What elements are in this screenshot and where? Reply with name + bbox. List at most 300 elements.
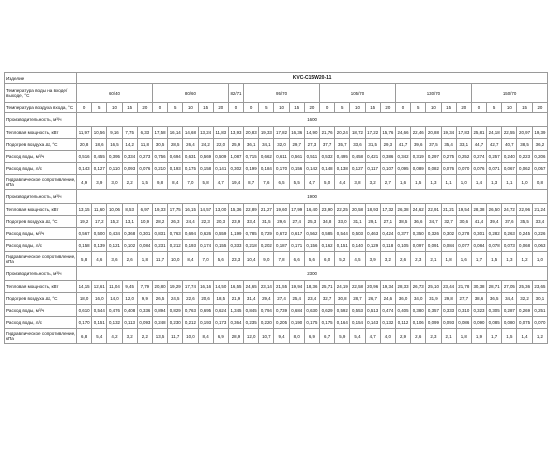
table-row [5, 139, 548, 151]
table-cell: 33,6 [350, 139, 365, 151]
air-temp-cell: 5 [335, 103, 350, 113]
table-cell: 0,245 [517, 228, 532, 240]
air-temp-cell: 15 [122, 103, 137, 113]
table-cell: 21,24 [532, 204, 548, 216]
table-cell: 7,79 [137, 281, 152, 293]
table-cell: 25,4 [289, 293, 304, 305]
table-cell: 0,077 [456, 240, 471, 252]
table-cell: 0,107 [380, 163, 395, 175]
table-cell: 28,2 [152, 216, 167, 228]
table-cell: 0,829 [168, 305, 183, 317]
table-cell: 24,18 [487, 127, 502, 139]
table-cell: 10,4 [244, 252, 259, 267]
table-cell: 32,2 [517, 293, 532, 305]
table-cell: 0,118 [380, 240, 395, 252]
table-cell: 0,190 [289, 317, 304, 329]
table-cell: 34,7 [426, 216, 441, 228]
table-cell: 1,0 [532, 252, 548, 267]
table-cell: 0,567 [77, 228, 92, 240]
table-cell: 15,76 [380, 127, 395, 139]
table-cell: 0,561 [289, 151, 304, 163]
table-cell: 8,4 [168, 175, 183, 190]
table-cell: 0,319 [411, 151, 426, 163]
table-cell: 3,9 [92, 175, 107, 190]
table-cell: 11,8 [137, 139, 152, 151]
table-cell: 34,1 [259, 139, 274, 151]
table-cell: 0,210 [152, 163, 167, 175]
air-temp-cell: 5 [92, 103, 107, 113]
table-cell: 26,38 [395, 204, 410, 216]
table-cell: 0,585 [320, 228, 335, 240]
air-temp-cell: 20 [380, 103, 395, 113]
table-cell: 7,0 [198, 252, 213, 267]
table-cell: 22,3 [198, 216, 213, 228]
row-label: Тепловая мощность, кВт [5, 127, 77, 139]
row-label: Расход воды, л/с [5, 240, 77, 252]
air-temp-cell: 10 [183, 103, 198, 113]
row-label: Гидравлическое сопротивление, кПа [5, 329, 77, 344]
table-cell: 17,83 [456, 127, 471, 139]
table-cell: 0,629 [320, 305, 335, 317]
table-cell: 0,544 [335, 228, 350, 240]
air-temp-cell: 15 [441, 103, 456, 113]
table-cell: 25,9 [228, 139, 243, 151]
table-cell: 0,063 [532, 240, 548, 252]
table-cell: 14,15 [77, 281, 92, 293]
table-cell: 28,5 [168, 139, 183, 151]
table-cell: 6,6 [289, 252, 304, 267]
table-cell: 0,611 [274, 151, 289, 163]
table-cell: 11,7 [168, 329, 183, 344]
flow-value: 1900 [77, 190, 548, 204]
table-cell: 9,16 [107, 127, 122, 139]
table-cell: 0,231 [152, 240, 167, 252]
table-cell: 3,2 [365, 175, 380, 190]
table-cell: 5,8 [77, 252, 92, 267]
table-cell: 27,4 [289, 216, 304, 228]
table-cell: 34,0 [411, 293, 426, 305]
table-cell: 0,495 [335, 151, 350, 163]
table-cell: 3,0 [107, 175, 122, 190]
table-cell: 0,143 [365, 317, 380, 329]
table-cell: 22,96 [517, 204, 532, 216]
table-cell: 16,36 [289, 127, 304, 139]
table-cell: 19,33 [259, 127, 274, 139]
row-label: Расход воды, л/с [5, 163, 77, 175]
air-temp-cell: 0 [152, 103, 167, 113]
table-row [5, 228, 548, 240]
table-cell: 8,4 [183, 252, 198, 267]
table-cell: 0,187 [274, 240, 289, 252]
table-cell: 9,8 [152, 175, 167, 190]
table-cell: 0,093 [122, 163, 137, 175]
table-cell: 1,5 [502, 329, 517, 344]
table-cell: 22,6 [183, 293, 198, 305]
table-cell: 22,91 [426, 204, 441, 216]
row-label: Расход воды, л/с [5, 317, 77, 329]
table-cell: 2,1 [441, 329, 456, 344]
table-cell: 27,4 [274, 293, 289, 305]
table-cell: 4,7 [304, 175, 319, 190]
water-temp-group: 130/70 [395, 84, 471, 103]
table-cell: 3,2 [122, 329, 137, 344]
table-cell: 4,7 [365, 329, 380, 344]
table-cell: 5,2 [335, 252, 350, 267]
table-cell: 1,1 [441, 175, 456, 190]
table-cell: 0,143 [77, 163, 92, 175]
table-cell: 1,6 [456, 252, 471, 267]
table-cell: 0,474 [380, 305, 395, 317]
table-cell: 29,3 [380, 139, 395, 151]
table-cell: 0,139 [92, 240, 107, 252]
table-cell: 0,062 [517, 163, 532, 175]
table-cell: 35,5 [517, 216, 532, 228]
table-row [5, 216, 548, 228]
table-cell: 19,54 [456, 204, 471, 216]
table-cell: 0,193 [168, 163, 183, 175]
table-cell: 0,102 [122, 240, 137, 252]
table-cell: 0,075 [517, 317, 532, 329]
table-cell: 25,10 [426, 281, 441, 293]
table-cell: 14,68 [183, 127, 198, 139]
table-cell: 19,2 [77, 216, 92, 228]
table-cell: 24,4 [183, 216, 198, 228]
table-cell: 0,057 [532, 163, 548, 175]
table-cell: 0,831 [152, 228, 167, 240]
table-cell: 0,089 [411, 163, 426, 175]
table-cell: 22,25 [335, 204, 350, 216]
table-cell: 0,553 [350, 305, 365, 317]
table-cell: 5,5 [289, 175, 304, 190]
table-cell: 0,151 [335, 240, 350, 252]
table-cell: 0,093 [137, 317, 152, 329]
table-cell: 36,1 [244, 139, 259, 151]
table-cell: 0,729 [259, 228, 274, 240]
table-cell: 9,45 [122, 281, 137, 293]
table-cell: 0,357 [426, 305, 441, 317]
table-cell: 18,0 [77, 293, 92, 305]
table-cell: 13,24 [198, 127, 213, 139]
table-cell: 31,4 [244, 293, 259, 305]
table-cell: 10,06 [107, 204, 122, 216]
table-cell: 0,763 [183, 305, 198, 317]
table-cell: 19,34 [380, 281, 395, 293]
table-cell: 26,73 [411, 281, 426, 293]
table-cell: 7,0 [183, 175, 198, 190]
table-cell: 38,6 [471, 293, 486, 305]
table-cell: 13,5 [152, 329, 167, 344]
table-cell: 36,6 [411, 216, 426, 228]
table-cell: 1,3 [487, 175, 502, 190]
table-cell: 4,0 [380, 329, 395, 344]
water-temp-group: 150/70 [471, 84, 547, 103]
water-temp-group: 95/70 [244, 84, 320, 103]
table-cell: 10,0 [168, 252, 183, 267]
table-cell: 8,7 [244, 175, 259, 190]
table-cell: 22,46 [411, 127, 426, 139]
table-cell: 0,368 [122, 228, 137, 240]
table-cell: 19,94 [289, 281, 304, 293]
table-cell: 13,15 [77, 204, 92, 216]
table-cell: 6,33 [137, 127, 152, 139]
table-cell: 24,5 [168, 293, 183, 305]
table-cell: 41,4 [471, 216, 486, 228]
table-cell: 13,93 [228, 127, 243, 139]
table-cell: 0,084 [137, 240, 152, 252]
table-cell: 37,7 [320, 139, 335, 151]
table-cell: 0,205 [274, 317, 289, 329]
table-cell: 20,88 [426, 127, 441, 139]
table-cell: 24,19 [335, 281, 350, 293]
table-cell: 35,7 [335, 139, 350, 151]
table-cell: 25,81 [471, 127, 486, 139]
model-header-row [5, 73, 548, 84]
air-temp-cell: 5 [487, 103, 502, 113]
table-cell: 0,845 [244, 305, 259, 317]
table-cell: 32,7 [441, 216, 456, 228]
table-cell: 26,7 [365, 293, 380, 305]
table-cell: 16,55 [228, 281, 243, 293]
table-cell: 20,58 [350, 204, 365, 216]
flow-row [5, 190, 548, 204]
table-cell: 0,090 [471, 317, 486, 329]
table-cell: 20,8 [77, 139, 92, 151]
table-cell: 0,785 [244, 228, 259, 240]
table-cell: 18,5 [213, 293, 228, 305]
table-cell: 30,5 [152, 139, 167, 151]
table-cell: 22,89 [244, 204, 259, 216]
flow-label: Производительность, м³/ч [5, 113, 77, 127]
table-cell: 0,302 [441, 228, 456, 240]
table-cell: 4,4 [335, 175, 350, 190]
table-cell: 0,630 [304, 305, 319, 317]
table-cell: 0,694 [183, 228, 198, 240]
table-cell: 23,14 [259, 281, 274, 293]
table-cell: 0,263 [502, 228, 517, 240]
table-cell: 41,7 [395, 139, 410, 151]
table-cell: 19,33 [152, 204, 167, 216]
table-row [5, 204, 548, 216]
table-cell: 20,6 [198, 293, 213, 305]
air-temp-cell: 0 [228, 103, 243, 113]
table-cell: 3,6 [107, 252, 122, 267]
table-cell: 34,8 [320, 216, 335, 228]
table-cell: 22,58 [350, 281, 365, 293]
table-cell: 0,212 [183, 317, 198, 329]
table-cell: 0,694 [168, 151, 183, 163]
table-cell: 0,626 [198, 228, 213, 240]
table-cell: 2,1 [426, 252, 441, 267]
table-cell: 19,34 [441, 127, 456, 139]
table-cell: 15,2 [107, 216, 122, 228]
table-cell: 36,2 [532, 139, 548, 151]
table-cell: 0,076 [471, 163, 486, 175]
table-cell: 0,206 [532, 151, 548, 163]
table-cell: 14,57 [198, 204, 213, 216]
row-label: Тепловая мощность, кВт [5, 281, 77, 293]
table-cell: 31,5 [259, 216, 274, 228]
water-temp-group: 80/60 [152, 84, 228, 103]
air-temp-cell: 15 [365, 103, 380, 113]
table-cell: 1,8 [441, 252, 456, 267]
table-cell: 0,257 [487, 151, 502, 163]
table-cell: 1,1 [502, 175, 517, 190]
flow-label: Производительность, м³/ч [5, 190, 77, 204]
table-cell: 19,39 [532, 127, 548, 139]
table-cell: 0,336 [137, 305, 152, 317]
table-cell: 20,3 [213, 216, 228, 228]
table-cell: 0,350 [411, 228, 426, 240]
table-cell: 0,162 [320, 240, 335, 252]
table-cell: 1,087 [228, 151, 243, 163]
table-cell: 1,3 [502, 252, 517, 267]
air-temp-label: Температура воздуха входа, °С [5, 103, 77, 113]
table-cell: 0,140 [350, 240, 365, 252]
table-row [5, 293, 548, 305]
table-cell: 26,50 [487, 204, 502, 216]
table-cell: 6,97 [137, 204, 152, 216]
table-cell: 17,2 [92, 216, 107, 228]
table-cell: 11,7 [152, 252, 167, 267]
table-cell: 21,9 [228, 293, 243, 305]
table-cell: 28,38 [471, 204, 486, 216]
table-cell: 0,085 [487, 317, 502, 329]
table-cell: 0,175 [304, 317, 319, 329]
row-label: Подогрев воздуха Δt, °С [5, 216, 77, 228]
table-cell: 1,5 [411, 175, 426, 190]
table-cell: 37,5 [426, 139, 441, 151]
table-cell: 0,631 [183, 151, 198, 163]
table-cell: 23,65 [532, 281, 548, 293]
table-cell: 23,90 [320, 204, 335, 216]
table-cell: 18,72 [350, 127, 365, 139]
table-cell: 0,333 [228, 240, 243, 252]
water-temp-group: 82/71 [228, 84, 243, 103]
table-cell: 5,4 [92, 329, 107, 344]
table-cell: 0,084 [471, 240, 486, 252]
table-cell: 0,323 [471, 305, 486, 317]
table-cell: 2,2 [137, 329, 152, 344]
table-cell: 37,6 [502, 216, 517, 228]
table-cell: 0,562 [304, 228, 319, 240]
air-temp-cell: 5 [411, 103, 426, 113]
row-label: Гидравлическое сопротивление, кПа [5, 175, 77, 190]
table-cell: 0,105 [395, 240, 410, 252]
table-cell: 0,082 [426, 163, 441, 175]
table-cell: 0,175 [183, 163, 198, 175]
table-cell: 0,218 [244, 240, 259, 252]
table-cell: 1,2 [517, 252, 532, 267]
table-cell: 0,569 [198, 151, 213, 163]
table-cell: 25,71 [320, 281, 335, 293]
table-cell: 0,252 [456, 151, 471, 163]
table-cell: 19,60 [274, 204, 289, 216]
table-cell: 12,61 [92, 281, 107, 293]
table-cell: 0,142 [304, 163, 319, 175]
table-cell: 22,0 [213, 139, 228, 151]
table-cell: 1,9 [471, 329, 486, 344]
table-cell: 29,1 [365, 216, 380, 228]
table-cell: 5,4 [350, 329, 365, 344]
table-cell: 0,334 [122, 151, 137, 163]
table-cell: 0,184 [259, 163, 274, 175]
table-cell: 0,532 [320, 151, 335, 163]
table-cell: 19,29 [168, 281, 183, 293]
air-temp-cell: 10 [350, 103, 365, 113]
table-cell: 2,3 [411, 252, 426, 267]
table-cell: 0,544 [92, 305, 107, 317]
table-cell: 0,117 [365, 163, 380, 175]
table-cell: 39,6 [411, 139, 426, 151]
table-cell: 0,084 [441, 240, 456, 252]
air-temp-cell: 10 [426, 103, 441, 113]
table-cell: 14,0 [107, 293, 122, 305]
table-cell: 18,93 [365, 204, 380, 216]
table-cell: 0,695 [198, 305, 213, 317]
table-cell: 7,8 [274, 252, 289, 267]
table-cell: 0,513 [365, 305, 380, 317]
table-cell: 0,421 [365, 151, 380, 163]
table-cell: 0,071 [487, 163, 502, 175]
air-temp-cell: 15 [198, 103, 213, 113]
table-cell: 0,500 [92, 228, 107, 240]
table-row [5, 281, 548, 293]
table-cell: 0,301 [471, 228, 486, 240]
table-cell: 31,9 [426, 293, 441, 305]
table-cell: 13,1 [122, 216, 137, 228]
table-cell: 29,6 [274, 216, 289, 228]
table-cell: 0,076 [137, 163, 152, 175]
table-cell: 0,068 [517, 240, 532, 252]
table-cell: 18,36 [304, 281, 319, 293]
table-cell: 1,5 [487, 252, 502, 267]
table-cell: 6,0 [320, 252, 335, 267]
air-temp-cell: 0 [244, 103, 259, 113]
table-cell: 0,342 [395, 151, 410, 163]
table-cell: 0,173 [213, 317, 228, 329]
table-cell: 7,6 [259, 175, 274, 190]
table-cell: 13,00 [213, 204, 228, 216]
row-label: Расход воды, м³/ч [5, 228, 77, 240]
table-cell: 14,90 [304, 127, 319, 139]
table-cell: 1,345 [228, 305, 243, 317]
table-cell: 4,9 [77, 175, 92, 190]
table-cell: 29,4 [259, 293, 274, 305]
table-cell: 0,170 [274, 163, 289, 175]
table-cell: 16,15 [183, 204, 198, 216]
table-cell: 22,55 [502, 127, 517, 139]
table-cell: 0,408 [122, 305, 137, 317]
table-cell: 28,33 [395, 281, 410, 293]
table-cell: 2,6 [395, 252, 410, 267]
table-cell: 0,156 [304, 240, 319, 252]
table-cell: 0,273 [137, 151, 152, 163]
table-cell: 28,9 [228, 329, 243, 344]
table-cell: 0,112 [395, 317, 410, 329]
table-cell: 1,6 [395, 175, 410, 190]
model-name: KVC-C15W20-11 [77, 73, 548, 84]
table-cell: 6,9 [304, 329, 319, 344]
table-cell: 0,269 [517, 305, 532, 317]
table-cell: 0,739 [274, 305, 289, 317]
table-cell: 0,662 [259, 151, 274, 163]
table-cell: 20,97 [517, 127, 532, 139]
table-cell: 16,16 [198, 281, 213, 293]
table-cell: 0,458 [350, 151, 365, 163]
table-cell: 11,97 [77, 127, 92, 139]
table-cell: 31,1 [350, 216, 365, 228]
table-cell: 1,5 [137, 175, 152, 190]
